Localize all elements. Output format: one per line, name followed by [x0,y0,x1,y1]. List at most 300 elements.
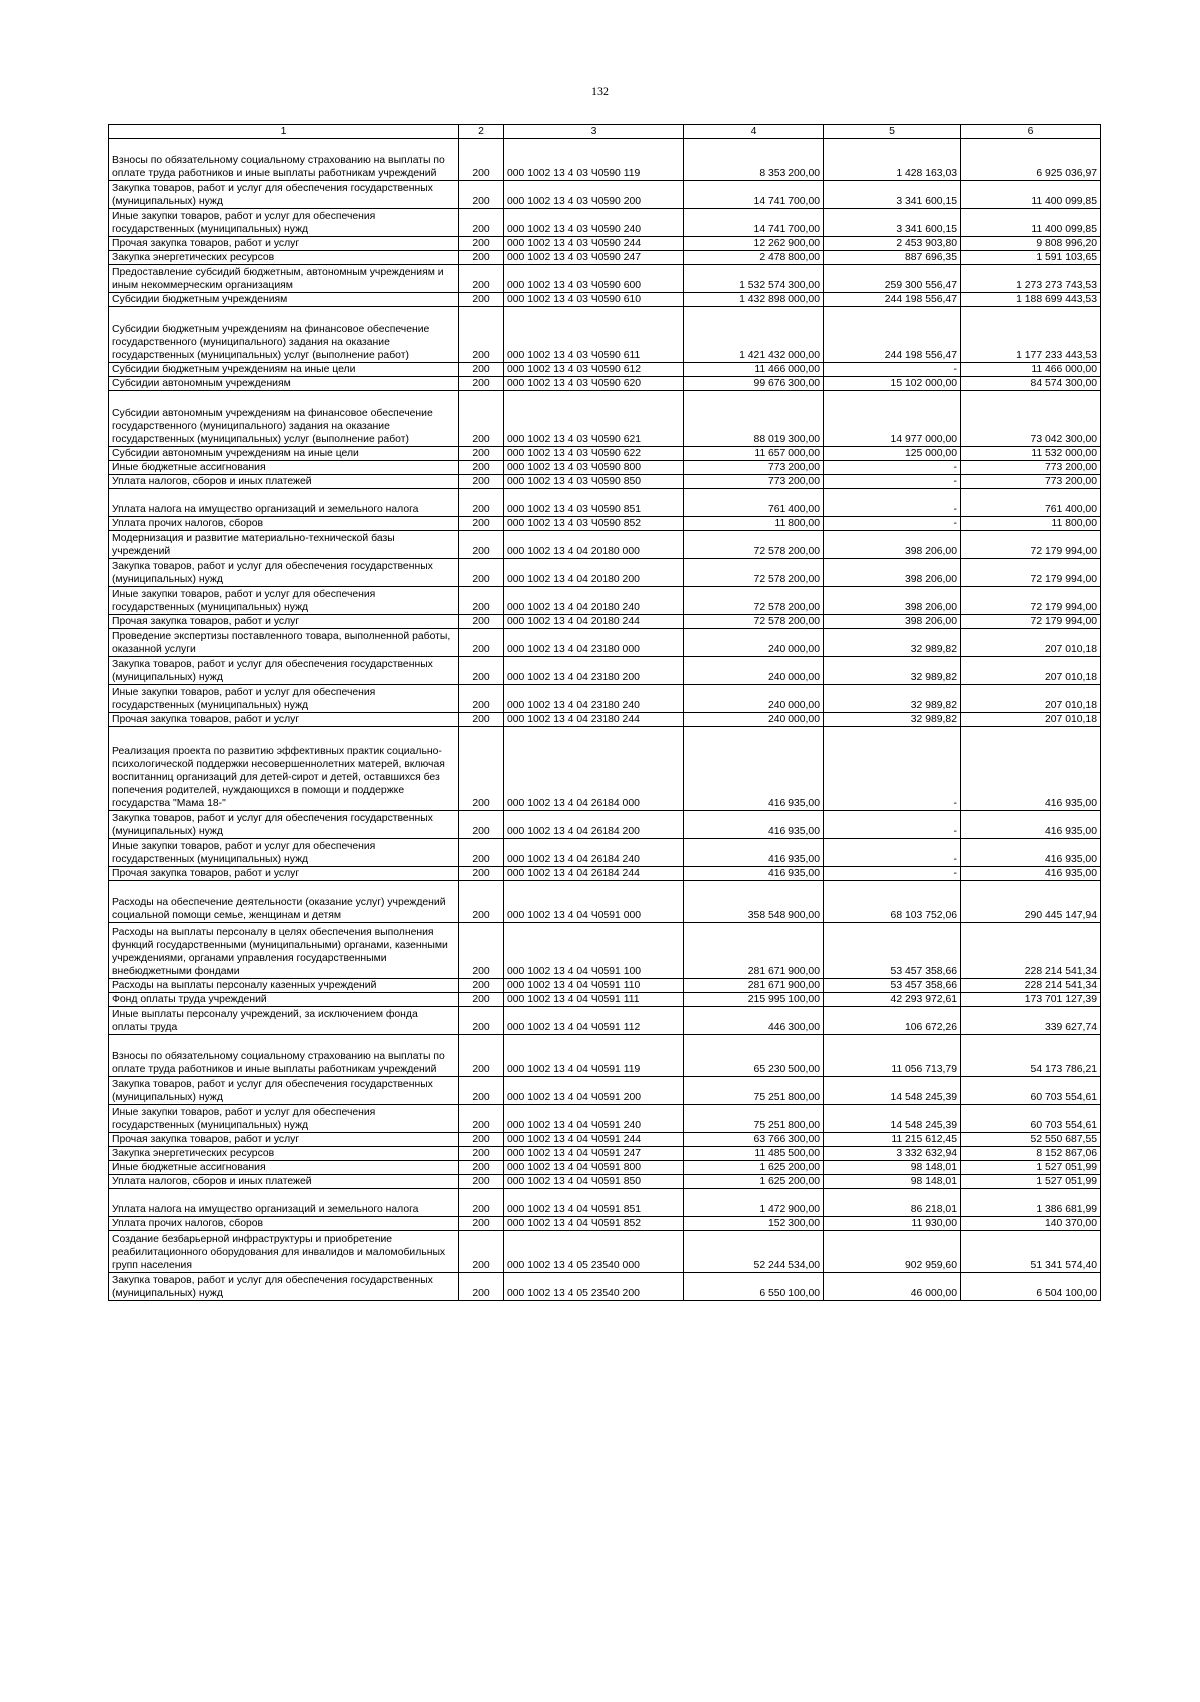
row-executed-amount: 98 148,01 [824,1161,961,1175]
table-body [109,139,1101,1301]
row-executed-amount: 398 206,00 [824,559,961,587]
row-line-code: 200 [459,685,504,713]
row-name: Предоставление субсидий бюджетным, автономным учреждениям и иным некоммерческим организациям [109,265,459,293]
row-classification-code: 000 1002 13 4 04 Ч0591 247 [504,1147,684,1161]
row-name: Уплата прочих налогов, сборов [109,517,459,531]
row-classification-code: 000 1002 13 4 04 Ч0591 240 [504,1105,684,1133]
row-approved-amount: 75 251 800,00 [684,1077,824,1105]
table-row [109,139,1101,181]
row-name: Создание безбарьерной инфраструктуры и приобретение реабилитационного оборудования для инвалидов и маломобильных групп населения [109,1231,459,1273]
row-classification-code: 000 1002 13 4 04 23180 244 [504,713,684,727]
row-remaining-amount: 416 935,00 [961,839,1101,867]
table-row [109,559,1101,587]
row-classification-code: 000 1002 13 4 03 Ч0590 612 [504,363,684,377]
table-row [109,1273,1101,1301]
table-row [109,1077,1101,1105]
row-approved-amount: 446 300,00 [684,1007,824,1035]
row-line-code: 200 [459,727,504,811]
row-name: Прочая закупка товаров, работ и услуг [109,1133,459,1147]
row-remaining-amount: 416 935,00 [961,727,1101,811]
row-name: Иные закупки товаров, работ и услуг для обеспечения государственных (муниципальных) нужд [109,685,459,713]
row-executed-amount: - [824,727,961,811]
row-line-code: 200 [459,209,504,237]
row-classification-code: 000 1002 13 4 04 Ч0591 119 [504,1035,684,1077]
table-row [109,251,1101,265]
row-line-code: 200 [459,713,504,727]
row-executed-amount: 398 206,00 [824,531,961,559]
row-line-code: 200 [459,1007,504,1035]
row-name: Прочая закупка товаров, работ и услуг [109,237,459,251]
row-remaining-amount: 207 010,18 [961,685,1101,713]
row-executed-amount: - [824,867,961,881]
row-remaining-amount: 1 386 681,99 [961,1189,1101,1217]
table-row [109,727,1101,811]
row-approved-amount: 773 200,00 [684,475,824,489]
header-col-3: 3 [504,125,684,139]
row-name: Закупка товаров, работ и услуг для обеспечения государственных (муниципальных) нужд [109,657,459,685]
row-remaining-amount: 173 701 127,39 [961,993,1101,1007]
row-line-code: 200 [459,1189,504,1217]
row-classification-code: 000 1002 13 4 04 Ч0591 200 [504,1077,684,1105]
row-approved-amount: 8 353 200,00 [684,139,824,181]
row-approved-amount: 240 000,00 [684,629,824,657]
table-row [109,867,1101,881]
table-row [109,993,1101,1007]
row-line-code: 200 [459,517,504,531]
row-remaining-amount: 207 010,18 [961,713,1101,727]
table-row [109,1035,1101,1077]
row-remaining-amount: 60 703 554,61 [961,1105,1101,1133]
row-name: Субсидии бюджетным учреждениям на иные цели [109,363,459,377]
row-remaining-amount: 11 800,00 [961,517,1101,531]
page-number: 132 [591,84,609,98]
row-remaining-amount: 11 466 000,00 [961,363,1101,377]
row-line-code: 200 [459,1133,504,1147]
row-line-code: 200 [459,1231,504,1273]
row-approved-amount: 88 019 300,00 [684,391,824,447]
row-executed-amount: 11 215 612,45 [824,1133,961,1147]
row-remaining-amount: 73 042 300,00 [961,391,1101,447]
row-approved-amount: 215 995 100,00 [684,993,824,1007]
table-row [109,615,1101,629]
row-name: Закупка энергетических ресурсов [109,251,459,265]
table-row [109,839,1101,867]
row-executed-amount: 1 428 163,03 [824,139,961,181]
row-executed-amount: - [824,839,961,867]
table-row [109,657,1101,685]
row-name: Закупка товаров, работ и услуг для обеспечения государственных (муниципальных) нужд [109,559,459,587]
budget-execution-table [108,124,1101,1301]
row-executed-amount: 15 102 000,00 [824,377,961,391]
table-row [109,1105,1101,1133]
row-executed-amount: 14 548 245,39 [824,1077,961,1105]
table-row [109,447,1101,461]
row-line-code: 200 [459,1105,504,1133]
table-row [109,629,1101,657]
table-row [109,1007,1101,1035]
row-name: Взносы по обязательному социальному страхованию на выплаты по оплате труда работников и иные выплаты работникам учреждений [109,139,459,181]
row-approved-amount: 14 741 700,00 [684,181,824,209]
table-row [109,979,1101,993]
row-remaining-amount: 72 179 994,00 [961,531,1101,559]
row-executed-amount: 902 959,60 [824,1231,961,1273]
row-classification-code: 000 1002 13 4 03 Ч0590 610 [504,293,684,307]
row-approved-amount: 2 478 800,00 [684,251,824,265]
row-classification-code: 000 1002 13 4 04 20180 200 [504,559,684,587]
row-name: Закупка товаров, работ и услуг для обеспечения государственных (муниципальных) нужд [109,181,459,209]
row-line-code: 200 [459,993,504,1007]
row-approved-amount: 11 657 000,00 [684,447,824,461]
row-classification-code: 000 1002 13 4 04 Ч0591 100 [504,923,684,979]
row-line-code: 200 [459,1161,504,1175]
row-classification-code: 000 1002 13 4 04 20180 000 [504,531,684,559]
table-row [109,587,1101,615]
row-executed-amount: 106 672,26 [824,1007,961,1035]
table-row [109,293,1101,307]
row-classification-code: 000 1002 13 4 03 Ч0590 851 [504,489,684,517]
table-row [109,685,1101,713]
row-name: Реализация проекта по развитию эффективных практик социально-психологической поддержки несовершеннолетних матерей, включая воспитанниц организаций для детей-сирот и детей, оставшихся без попечения родителей, нуждающихся в помощи и поддержке государства "Мама 18-" [109,727,459,811]
row-executed-amount: 3 341 600,15 [824,181,961,209]
row-approved-amount: 240 000,00 [684,713,824,727]
row-executed-amount: 98 148,01 [824,1175,961,1189]
row-executed-amount: 42 293 972,61 [824,993,961,1007]
row-name: Закупка товаров, работ и услуг для обеспечения государственных (муниципальных) нужд [109,1273,459,1301]
row-classification-code: 000 1002 13 4 04 26184 240 [504,839,684,867]
table-row [109,1189,1101,1217]
row-line-code: 200 [459,307,504,363]
row-name: Иные бюджетные ассигнования [109,1161,459,1175]
row-name: Субсидии бюджетным учреждениям [109,293,459,307]
row-name: Уплата прочих налогов, сборов [109,1217,459,1231]
table-row [109,363,1101,377]
row-executed-amount: - [824,489,961,517]
table-row [109,237,1101,251]
row-approved-amount: 1 625 200,00 [684,1161,824,1175]
row-remaining-amount: 60 703 554,61 [961,1077,1101,1105]
row-name: Субсидии автономным учреждениям на иные цели [109,447,459,461]
row-executed-amount: 32 989,82 [824,685,961,713]
row-classification-code: 000 1002 13 4 05 23540 200 [504,1273,684,1301]
row-line-code: 200 [459,1147,504,1161]
row-classification-code: 000 1002 13 4 03 Ч0590 240 [504,209,684,237]
header-col-4: 4 [684,125,824,139]
row-approved-amount: 75 251 800,00 [684,1105,824,1133]
row-approved-amount: 72 578 200,00 [684,615,824,629]
row-remaining-amount: 72 179 994,00 [961,587,1101,615]
row-classification-code: 000 1002 13 4 03 Ч0590 600 [504,265,684,293]
row-name: Иные выплаты персоналу учреждений, за исключением фонда оплаты труда [109,1007,459,1035]
row-name: Прочая закупка товаров, работ и услуг [109,713,459,727]
header-col-2: 2 [459,125,504,139]
table-row [109,391,1101,447]
row-remaining-amount: 339 627,74 [961,1007,1101,1035]
row-approved-amount: 416 935,00 [684,867,824,881]
table-row [109,489,1101,517]
row-remaining-amount: 1 177 233 443,53 [961,307,1101,363]
row-approved-amount: 72 578 200,00 [684,587,824,615]
header-col-5: 5 [824,125,961,139]
row-executed-amount: - [824,811,961,839]
table-row [109,923,1101,979]
row-executed-amount: - [824,461,961,475]
row-classification-code: 000 1002 13 4 04 26184 244 [504,867,684,881]
row-executed-amount: 32 989,82 [824,657,961,685]
header-col-1: 1 [109,125,459,139]
row-approved-amount: 240 000,00 [684,657,824,685]
row-executed-amount: 32 989,82 [824,629,961,657]
row-classification-code: 000 1002 13 4 04 Ч0591 112 [504,1007,684,1035]
row-remaining-amount: 52 550 687,55 [961,1133,1101,1147]
row-executed-amount: 11 930,00 [824,1217,961,1231]
row-executed-amount: 244 198 556,47 [824,307,961,363]
row-executed-amount: 46 000,00 [824,1273,961,1301]
row-executed-amount: 86 218,01 [824,1189,961,1217]
table-row [109,1217,1101,1231]
row-line-code: 200 [459,979,504,993]
row-approved-amount: 6 550 100,00 [684,1273,824,1301]
table-row [109,517,1101,531]
row-remaining-amount: 11 400 099,85 [961,209,1101,237]
row-executed-amount: 14 548 245,39 [824,1105,961,1133]
row-name: Взносы по обязательному социальному страхованию на выплаты по оплате труда работников и иные выплаты работникам учреждений [109,1035,459,1077]
row-remaining-amount: 207 010,18 [961,629,1101,657]
row-remaining-amount: 761 400,00 [961,489,1101,517]
row-line-code: 200 [459,391,504,447]
row-classification-code: 000 1002 13 4 03 Ч0590 200 [504,181,684,209]
row-classification-code: 000 1002 13 4 03 Ч0590 611 [504,307,684,363]
row-remaining-amount: 72 179 994,00 [961,559,1101,587]
row-executed-amount: 68 103 752,06 [824,881,961,923]
row-remaining-amount: 6 504 100,00 [961,1273,1101,1301]
row-executed-amount: 125 000,00 [824,447,961,461]
row-name: Иные закупки товаров, работ и услуг для обеспечения государственных (муниципальных) нужд [109,209,459,237]
row-approved-amount: 416 935,00 [684,811,824,839]
row-remaining-amount: 228 214 541,34 [961,923,1101,979]
row-name: Закупка товаров, работ и услуг для обеспечения государственных (муниципальных) нужд [109,1077,459,1105]
table-row [109,265,1101,293]
row-line-code: 200 [459,1175,504,1189]
row-executed-amount: 259 300 556,47 [824,265,961,293]
row-approved-amount: 773 200,00 [684,461,824,475]
row-classification-code: 000 1002 13 4 03 Ч0590 800 [504,461,684,475]
row-remaining-amount: 8 152 867,06 [961,1147,1101,1161]
row-classification-code: 000 1002 13 4 04 Ч0591 852 [504,1217,684,1231]
row-classification-code: 000 1002 13 4 03 Ч0590 621 [504,391,684,447]
row-line-code: 200 [459,1217,504,1231]
row-classification-code: 000 1002 13 4 03 Ч0590 119 [504,139,684,181]
row-approved-amount: 761 400,00 [684,489,824,517]
row-executed-amount: 53 457 358,66 [824,923,961,979]
row-name: Расходы на выплаты персоналу казенных учреждений [109,979,459,993]
row-approved-amount: 416 935,00 [684,839,824,867]
row-remaining-amount: 773 200,00 [961,461,1101,475]
row-executed-amount: 11 056 713,79 [824,1035,961,1077]
row-executed-amount: 887 696,35 [824,251,961,265]
row-approved-amount: 1 421 432 000,00 [684,307,824,363]
row-remaining-amount: 1 273 273 743,53 [961,265,1101,293]
row-classification-code: 000 1002 13 4 03 Ч0590 247 [504,251,684,265]
row-approved-amount: 416 935,00 [684,727,824,811]
row-classification-code: 000 1002 13 4 04 Ч0591 851 [504,1189,684,1217]
row-remaining-amount: 1 527 051,99 [961,1175,1101,1189]
row-name: Прочая закупка товаров, работ и услуг [109,867,459,881]
row-approved-amount: 281 671 900,00 [684,979,824,993]
row-approved-amount: 12 262 900,00 [684,237,824,251]
row-approved-amount: 11 466 000,00 [684,363,824,377]
row-name: Иные закупки товаров, работ и услуг для обеспечения государственных (муниципальных) нужд [109,839,459,867]
row-executed-amount: 3 332 632,94 [824,1147,961,1161]
row-name: Субсидии автономным учреждениям [109,377,459,391]
row-name: Иные бюджетные ассигнования [109,461,459,475]
row-approved-amount: 152 300,00 [684,1217,824,1231]
row-classification-code: 000 1002 13 4 04 Ч0591 850 [504,1175,684,1189]
row-line-code: 200 [459,839,504,867]
row-name: Иные закупки товаров, работ и услуг для обеспечения государственных (муниципальных) нужд [109,587,459,615]
row-approved-amount: 1 625 200,00 [684,1175,824,1189]
row-line-code: 200 [459,293,504,307]
table-row [109,377,1101,391]
row-executed-amount: 398 206,00 [824,587,961,615]
table-row [109,461,1101,475]
row-line-code: 200 [459,237,504,251]
row-executed-amount: - [824,475,961,489]
row-classification-code: 000 1002 13 4 04 Ч0591 111 [504,993,684,1007]
row-line-code: 200 [459,1035,504,1077]
row-classification-code: 000 1002 13 4 04 23180 240 [504,685,684,713]
row-approved-amount: 52 244 534,00 [684,1231,824,1273]
row-name: Расходы на обеспечение деятельности (оказание услуг) учреждений социальной помощи семье, женщинам и детям [109,881,459,923]
row-approved-amount: 11 485 500,00 [684,1147,824,1161]
row-classification-code: 000 1002 13 4 04 23180 200 [504,657,684,685]
row-classification-code: 000 1002 13 4 03 Ч0590 620 [504,377,684,391]
row-remaining-amount: 1 591 103,65 [961,251,1101,265]
row-classification-code: 000 1002 13 4 04 Ч0591 800 [504,1161,684,1175]
row-line-code: 200 [459,587,504,615]
row-executed-amount: 14 977 000,00 [824,391,961,447]
row-remaining-amount: 140 370,00 [961,1217,1101,1231]
row-line-code: 200 [459,867,504,881]
header-col-6: 6 [961,125,1101,139]
row-approved-amount: 14 741 700,00 [684,209,824,237]
row-remaining-amount: 72 179 994,00 [961,615,1101,629]
row-name: Проведение экспертизы поставленного товара, выполненной работы, оказанной услуги [109,629,459,657]
row-line-code: 200 [459,881,504,923]
row-classification-code: 000 1002 13 4 04 20180 244 [504,615,684,629]
row-remaining-amount: 290 445 147,94 [961,881,1101,923]
row-line-code: 200 [459,377,504,391]
row-remaining-amount: 228 214 541,34 [961,979,1101,993]
row-remaining-amount: 416 935,00 [961,811,1101,839]
row-approved-amount: 63 766 300,00 [684,1133,824,1147]
row-approved-amount: 11 800,00 [684,517,824,531]
table-row [109,1231,1101,1273]
row-remaining-amount: 54 173 786,21 [961,1035,1101,1077]
table-row [109,181,1101,209]
row-approved-amount: 99 676 300,00 [684,377,824,391]
row-remaining-amount: 1 527 051,99 [961,1161,1101,1175]
row-line-code: 200 [459,139,504,181]
row-approved-amount: 72 578 200,00 [684,559,824,587]
row-line-code: 200 [459,1077,504,1105]
row-executed-amount: 53 457 358,66 [824,979,961,993]
row-executed-amount: 398 206,00 [824,615,961,629]
row-remaining-amount: 207 010,18 [961,657,1101,685]
row-remaining-amount: 6 925 036,97 [961,139,1101,181]
row-name: Иные закупки товаров, работ и услуг для обеспечения государственных (муниципальных) нужд [109,1105,459,1133]
row-remaining-amount: 51 341 574,40 [961,1231,1101,1273]
row-executed-amount: 3 341 600,15 [824,209,961,237]
row-approved-amount: 1 532 574 300,00 [684,265,824,293]
row-line-code: 200 [459,251,504,265]
row-remaining-amount: 11 400 099,85 [961,181,1101,209]
row-line-code: 200 [459,559,504,587]
row-remaining-amount: 9 808 996,20 [961,237,1101,251]
row-line-code: 200 [459,1273,504,1301]
row-line-code: 200 [459,475,504,489]
row-executed-amount: - [824,517,961,531]
row-remaining-amount: 416 935,00 [961,867,1101,881]
table-row [109,307,1101,363]
table-row [109,1161,1101,1175]
row-classification-code: 000 1002 13 4 05 23540 000 [504,1231,684,1273]
row-executed-amount: 2 453 903,80 [824,237,961,251]
row-name: Уплата налогов, сборов и иных платежей [109,1175,459,1189]
row-line-code: 200 [459,489,504,517]
row-line-code: 200 [459,363,504,377]
row-classification-code: 000 1002 13 4 04 26184 000 [504,727,684,811]
row-name: Фонд оплаты труда учреждений [109,993,459,1007]
row-name: Уплата налога на имущество организаций и земельного налога [109,1189,459,1217]
row-approved-amount: 1 472 900,00 [684,1189,824,1217]
row-classification-code: 000 1002 13 4 04 Ч0591 000 [504,881,684,923]
row-name: Субсидии бюджетным учреждениям на финансовое обеспечение государственного (муниципального) задания на оказание государственных (муниципальных) услуг (выполнение работ) [109,307,459,363]
row-line-code: 200 [459,531,504,559]
header-row [109,125,1101,139]
row-classification-code: 000 1002 13 4 04 26184 200 [504,811,684,839]
table-row [109,1147,1101,1161]
table-row [109,713,1101,727]
row-remaining-amount: 84 574 300,00 [961,377,1101,391]
row-classification-code: 000 1002 13 4 03 Ч0590 852 [504,517,684,531]
row-classification-code: 000 1002 13 4 04 Ч0591 110 [504,979,684,993]
row-line-code: 200 [459,181,504,209]
row-line-code: 200 [459,461,504,475]
row-approved-amount: 72 578 200,00 [684,531,824,559]
row-remaining-amount: 773 200,00 [961,475,1101,489]
row-line-code: 200 [459,447,504,461]
row-classification-code: 000 1002 13 4 04 20180 240 [504,587,684,615]
table-row [109,811,1101,839]
row-line-code: 200 [459,615,504,629]
row-name: Прочая закупка товаров, работ и услуг [109,615,459,629]
row-line-code: 200 [459,657,504,685]
row-line-code: 200 [459,923,504,979]
row-name: Уплата налогов, сборов и иных платежей [109,475,459,489]
table-row [109,881,1101,923]
row-line-code: 200 [459,629,504,657]
row-classification-code: 000 1002 13 4 03 Ч0590 622 [504,447,684,461]
row-approved-amount: 281 671 900,00 [684,923,824,979]
row-approved-amount: 240 000,00 [684,685,824,713]
row-name: Закупка энергетических ресурсов [109,1147,459,1161]
row-name: Закупка товаров, работ и услуг для обеспечения государственных (муниципальных) нужд [109,811,459,839]
row-classification-code: 000 1002 13 4 03 Ч0590 850 [504,475,684,489]
row-approved-amount: 1 432 898 000,00 [684,293,824,307]
row-remaining-amount: 1 188 699 443,53 [961,293,1101,307]
table-row [109,531,1101,559]
table-row [109,209,1101,237]
